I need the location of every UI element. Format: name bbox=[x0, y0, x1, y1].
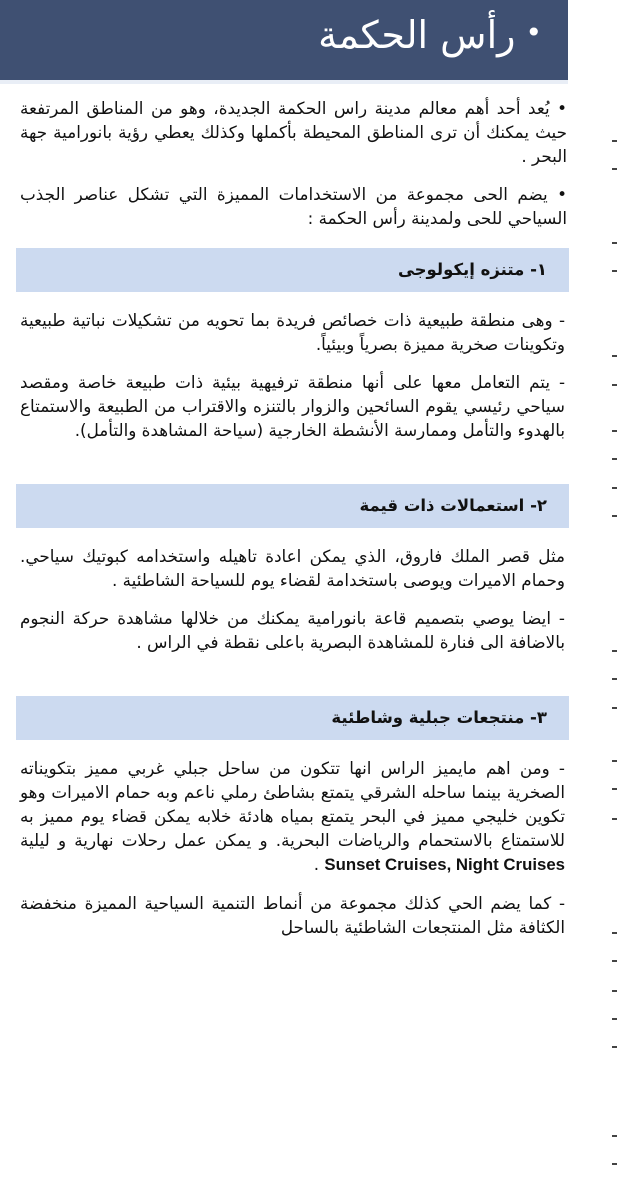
intro-paragraph-1: • يُعد أحد أهم معالم مدينة راس الحكمة الجديدة، وهو من المناطق المرتفعة حيث يمكنك أن ترى المناطق المحيطة بأكملها وكذلك يعطي رؤية بانورامية جهة البحر . bbox=[20, 98, 567, 166]
page-title-banner bbox=[0, 0, 568, 84]
cruises-english-text: Sunset Cruises, Night Cruises bbox=[324, 855, 565, 874]
section-heading-valuable-uses: ٢- استعمالات ذات قيمة bbox=[16, 484, 569, 528]
section-heading-resorts: ٣- منتجعات جبلية وشاطئية bbox=[16, 696, 569, 740]
valuable-uses-paragraph-2: - ايضا يوصي بتصميم قاعة بانورامية يمكنك من خلالها مشاهدة حركة النجوم بالاضافة الى فنارة للمشاهدة البصرية باعلى نقطة في الراس . bbox=[20, 608, 565, 652]
page-title: رأس الحكمة bbox=[318, 13, 516, 57]
eco-park-paragraph-2: - يتم التعامل معها على أنها منطقة ترفيهية بيئية ذات طبيعة خاصة ومقصد سياحي رئيسي يقوم السائحين والزوار بالتنزه والاقتراب من الطبيعة والاستمتاع بالهدوء والتأمل وممارسة الأنشطة الخارجية (سياحة المشاهدة والتأمل). bbox=[20, 372, 565, 440]
resorts-paragraph-1 bbox=[20, 756, 565, 877]
intro-paragraph-2: • يضم الحى مجموعة من الاستخدامات المميزة التي تشكل عناصر الجذب السياحي للحى ولمدينة رأس الحكمة : bbox=[20, 184, 567, 228]
valuable-uses-paragraph-1: مثل قصر الملك فاروق، الذي يمكن اعادة تاهيله واستخدامه كبوتيك سياحي. وحمام الاميرات ويوصى باستخدامة لقضاء يوم للسياحة الشاطئية . bbox=[20, 546, 565, 590]
title-bullet: • bbox=[525, 16, 542, 49]
resorts-paragraph-2: - كما يضم الحي كذلك مجموعة من أنماط التنمية السياحية المميزة منخفضة الكثافة مثل المنتجعات الشاطئية بالساحل bbox=[20, 893, 565, 937]
section-heading-eco-park: ١- متنزه إيكولوجى bbox=[16, 248, 569, 292]
eco-park-paragraph-1: - وهى منطقة طبيعية ذات خصائص فريدة بما تحويه من تشكيلات نباتية طبيعية وتكوينات صخرية مميزة بصرياً وبيئياً. bbox=[20, 310, 565, 354]
resorts-paragraph-1-text: - ومن اهم مايميز الراس انها تتكون من ساحل جبلي غربي مميز بتكويناته الصخرية بينما ساحله الشرقي يتمتع بشاطئ رملي ناعم وبه حمام الاميرات وهو تكوين خليجي مميز في البحر يتمتع بمياه هادئة خلابه يمكن قضاء يوم مميز به للاستمتاع بالاستحمام والرياضات البحرية. و يمكن عمل رحلات نهارية و ليلية bbox=[20, 758, 565, 850]
resorts-paragraph-1-end: . bbox=[313, 854, 325, 874]
document-body bbox=[16, 96, 569, 953]
page-edge-lines bbox=[612, 0, 617, 1200]
